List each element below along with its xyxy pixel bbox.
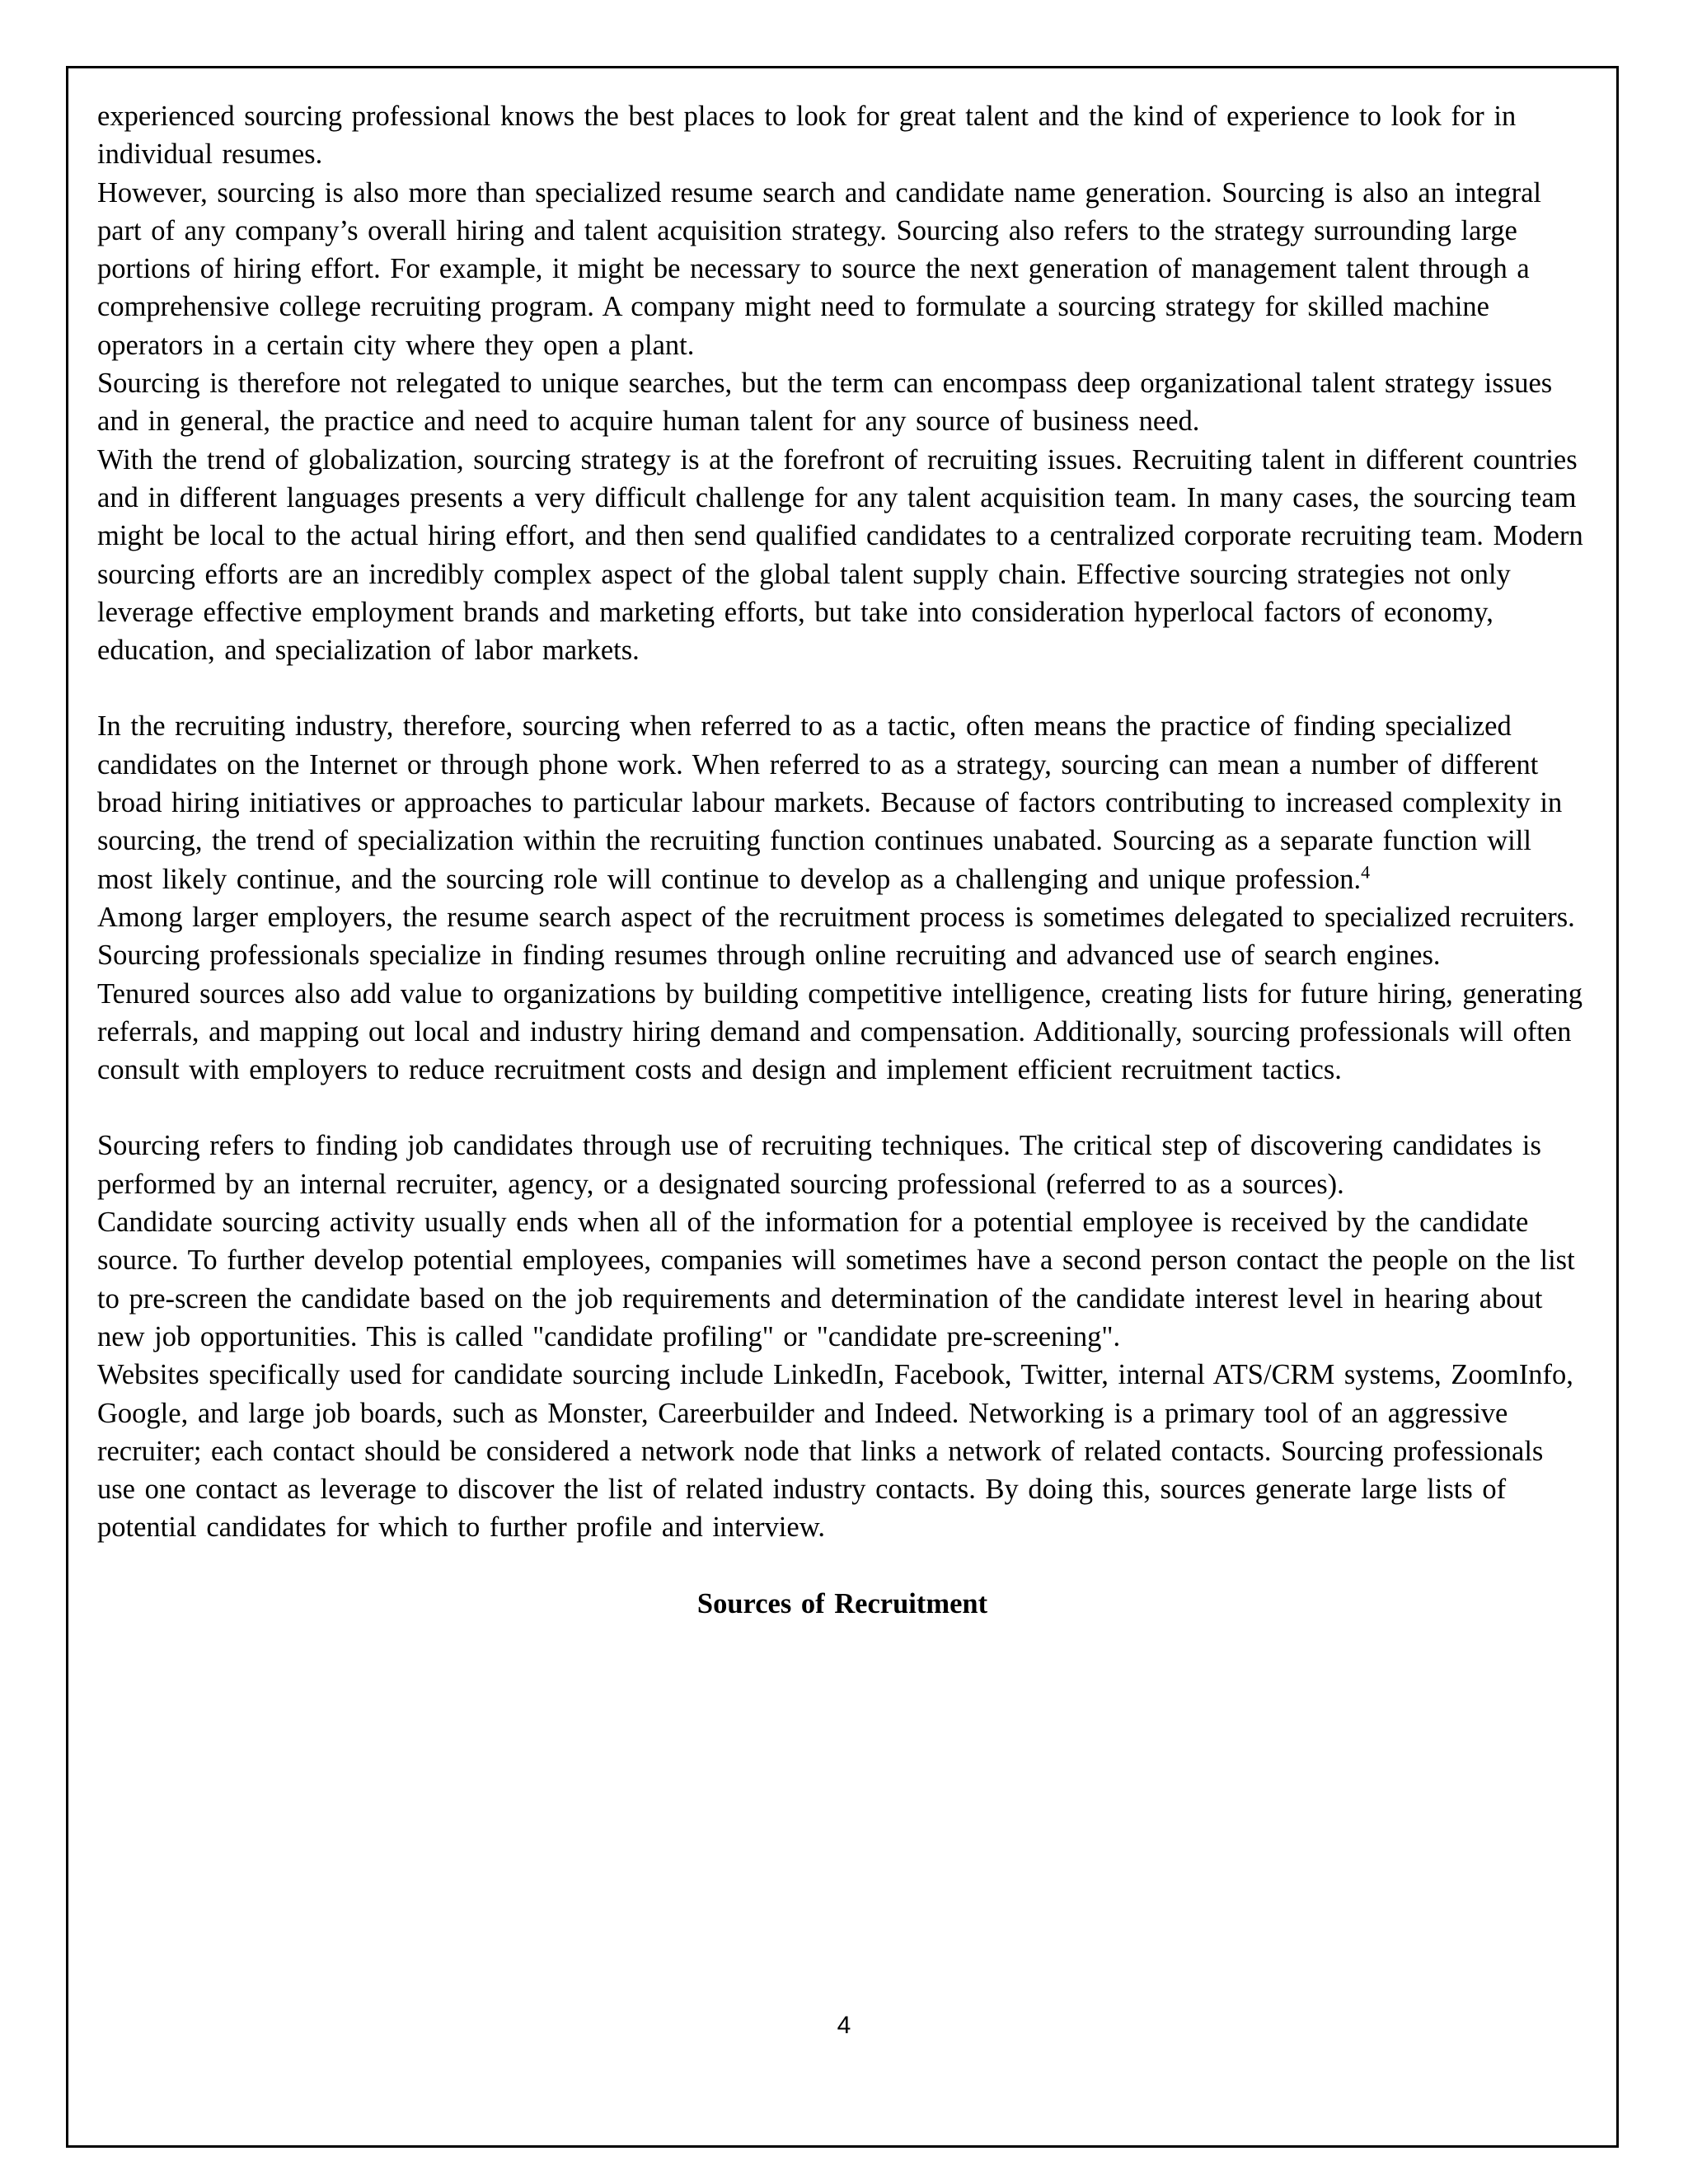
paragraph-text: In the recruiting industry, therefore, sourcing when referred to as a tactic, often means the practice of finding specialized candidates on the Internet or through phone work. When referred to as a strategy, sourcing can mean a number of different broad hiring initiatives or approaches to particular labour markets. Because of factors contributing to increased complexity in sourcing, the trend of specialization within the recruiting function continues unabated. Sourcing as a separate function will most likely continue, and the sourcing role will continue to develop as a challenging and unique profession. (97, 710, 1563, 895)
paragraph: Tenured sources also add value to organizations by building competitive intelligence, creating lists for future hiring, generating referrals, and mapping out local and industry hiring demand and compensation. Additionally, sourcing professionals will often consult with employers to reduce recruitment costs and design and implement efficient recruitment tactics. (97, 977, 1583, 1086)
paragraph: Among larger employers, the resume search aspect of the recruitment process is sometimes delegated to specialized recruiters. Sourcing professionals specialize in finding resumes through online recruiting and advanced use of search engines. (97, 901, 1575, 972)
paragraph: However, sourcing is also more than specialized resume search and candidate name generation. Sourcing is also an integral part of any company’s overall hiring and talent acquisition strategy. Sourcing also refers to the strategy surrounding large portions of hiring effort. For example, it might be necessary to source the next generation of management talent through a comprehensive college recruiting program. A company might need to formulate a sourcing strategy for skilled machine operators in a certain city where they open a plant. (97, 176, 1541, 361)
paragraph: Candidate sourcing activity usually ends when all of the information for a potential employee is received by the candidate source. To further develop potential employees, companies will sometimes have a second person contact the people on the list to pre-screen the candidate based on the job requirements and determination of the candidate interest level in hearing about new job opportunities. This is called "candidate profiling" or "candidate pre-screening". (97, 1207, 1575, 1352)
page-body (97, 97, 1587, 1623)
paragraph: experienced sourcing professional knows the best places to look for great talent and the kind of experience to look for in individual resumes. (97, 101, 1517, 171)
section-heading: Sources of Recruitment (696, 1587, 988, 1619)
paragraph: Sourcing is therefore not relegated to unique searches, but the term can encompass deep organizational talent strategy issues and in general, the practice and need to acquire human talent for any source of business need. (97, 368, 1553, 438)
paragraph: Sourcing refers to finding job candidates through use of recruiting techniques. The critical step of discovering candidates is performed by an internal recruiter, agency, or a designated sourcing professional (referred to as a sources). (97, 1130, 1541, 1200)
paragraph-with-footnote (97, 707, 1587, 898)
paragraph: With the trend of globalization, sourcing strategy is at the forefront of recruiting issues. Recruiting talent in different countries and in different languages presents a very difficult challenge for any talent acquisition team. In many cases, the sourcing team might be local to the actual hiring effort, and then send qualified candidates to a centralized corporate recruiting team. Modern sourcing efforts are an incredibly complex aspect of the global talent supply chain. Effective sourcing strategies not only leverage effective employment brands and marketing efforts, but take into consideration hyperlocal factors of economy, education, and specialization of labor markets. (97, 443, 1583, 667)
paragraph: Websites specifically used for candidate sourcing include LinkedIn, Facebook, Twitter, internal ATS/CRM systems, ZoomInfo, Google, and large job boards, such as Monster, Careerbuilder and Indeed. Networking is a primary tool of an aggressive recruiter; each contact should be considered a network node that links a network of related contacts. Sourcing professionals use one contact as leverage to discover the list of related industry contacts. By doing this, sources generate large lists of potential candidates for which to further profile and interview. (97, 1359, 1573, 1544)
page-number: 4 (837, 2012, 851, 2039)
footnote-reference: 4 (1361, 861, 1371, 883)
